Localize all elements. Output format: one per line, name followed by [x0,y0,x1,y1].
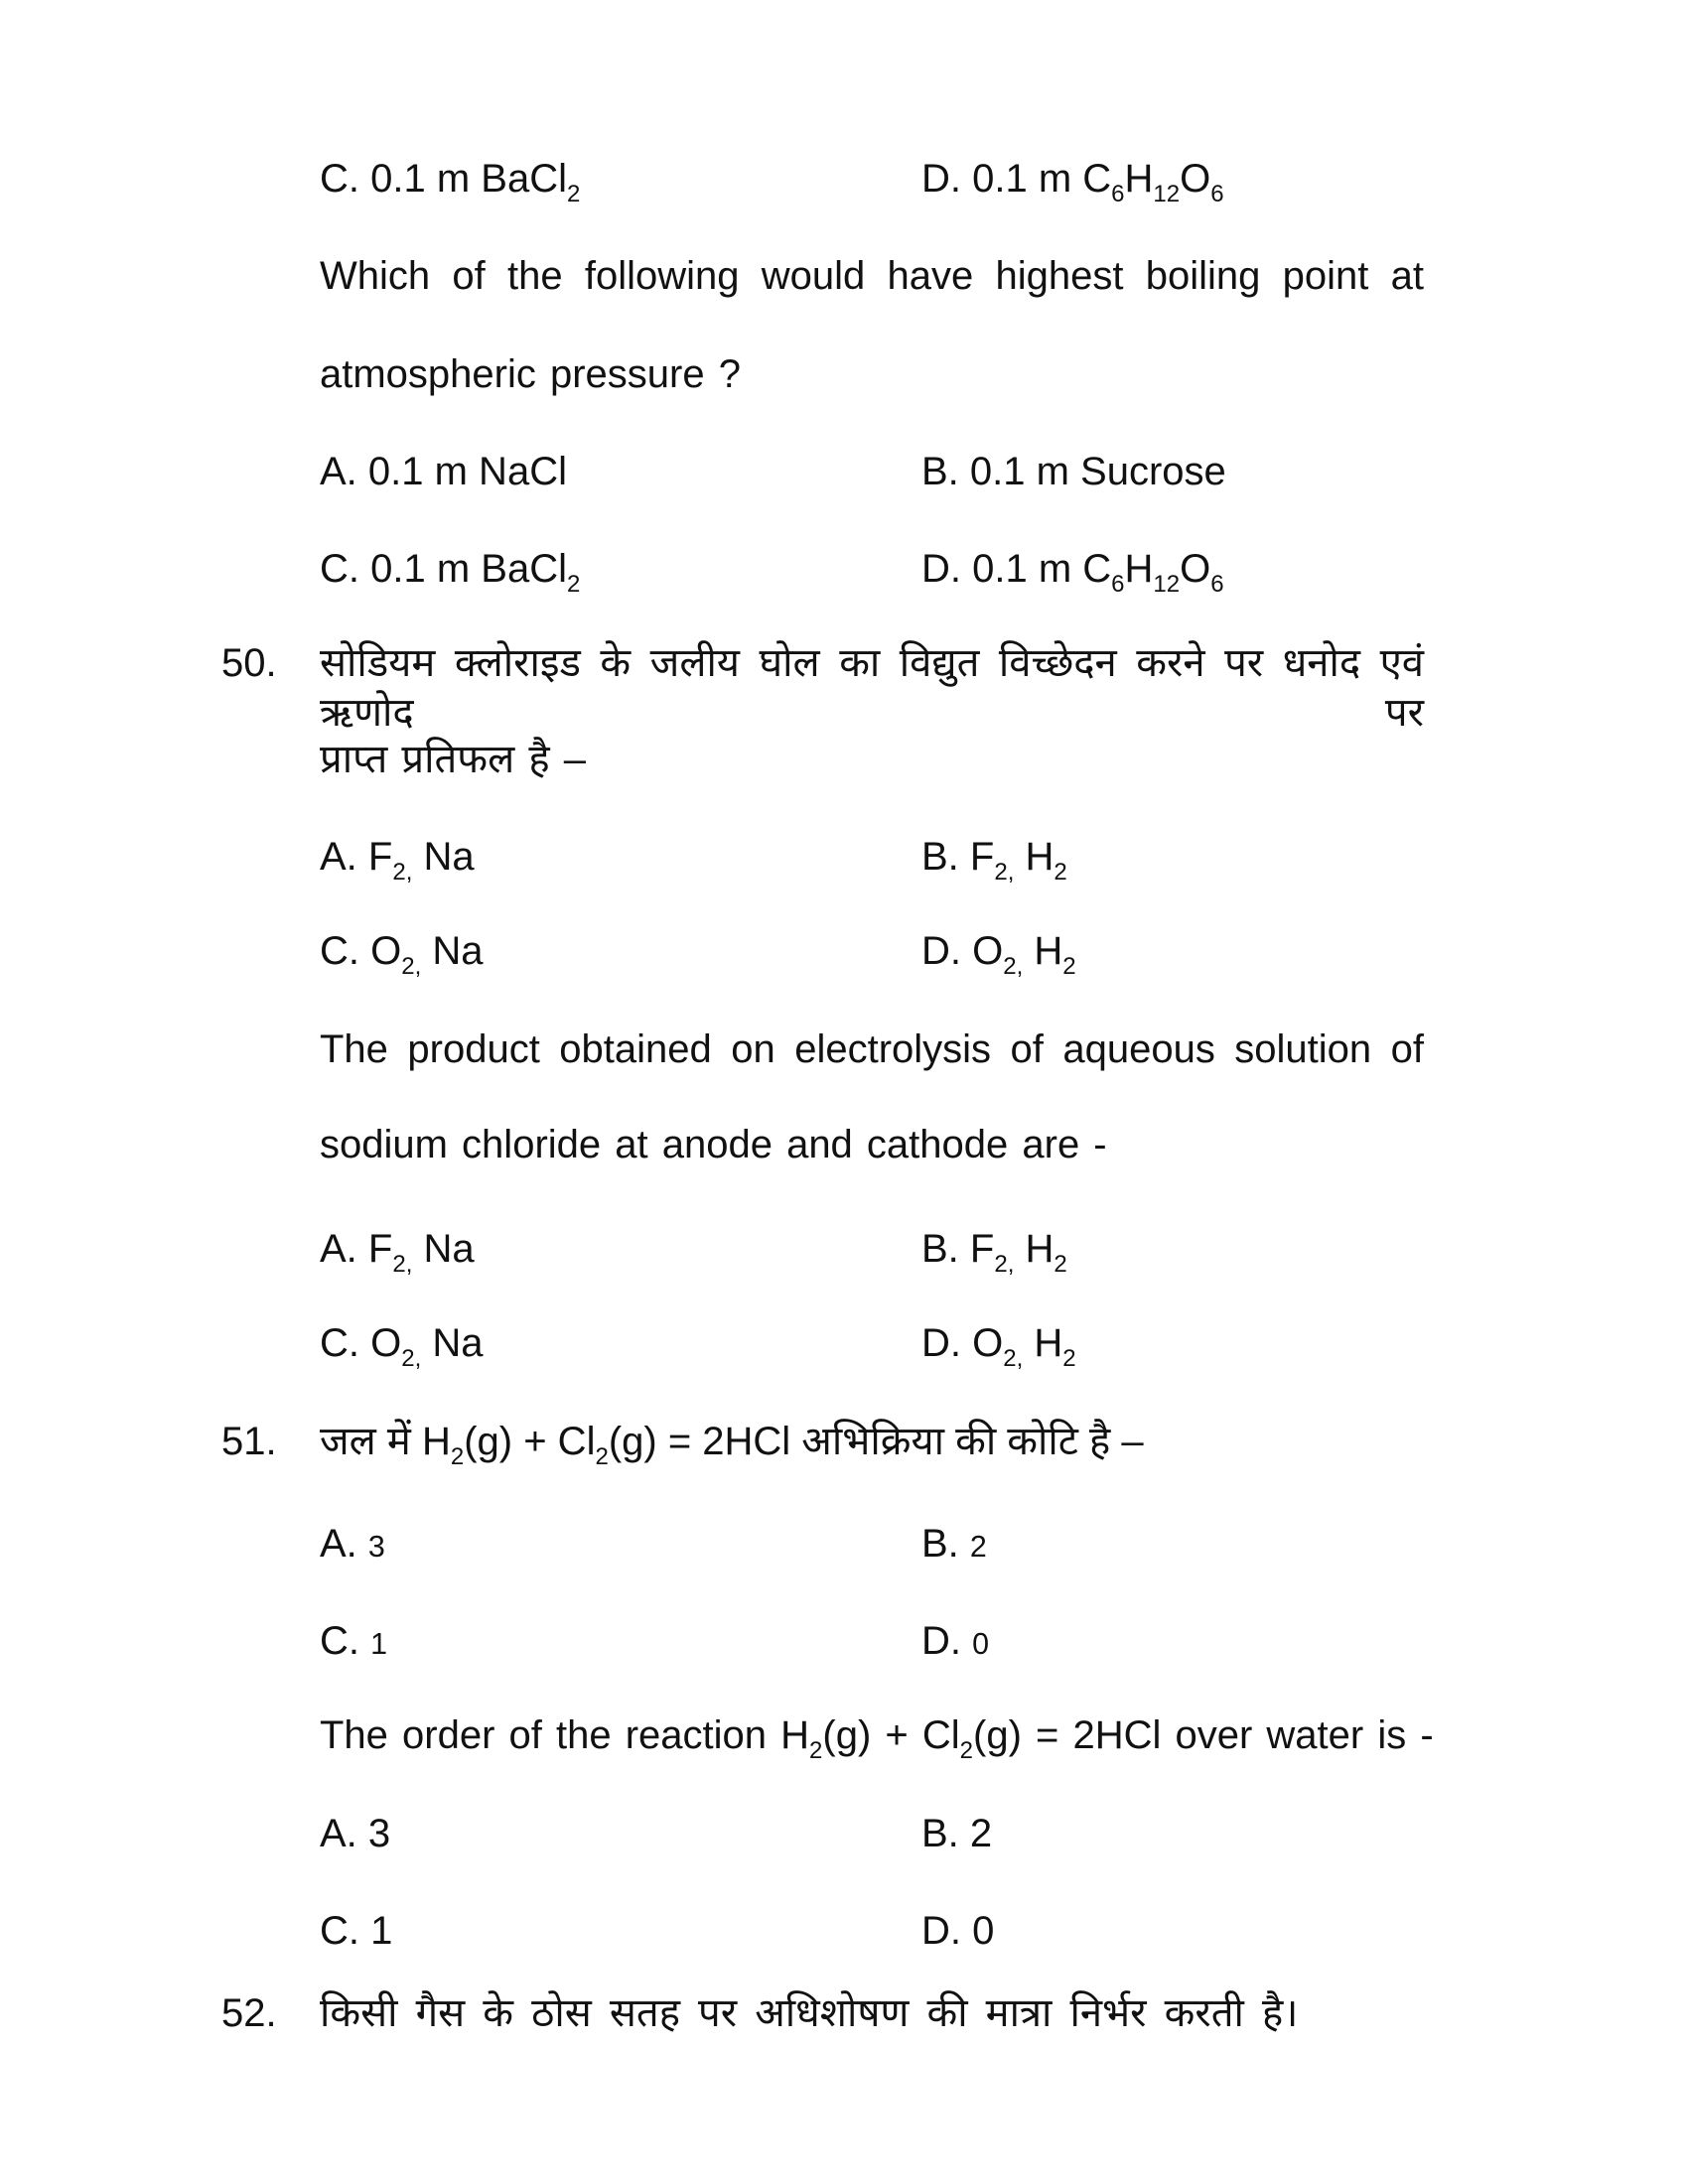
prev-option-c-1: C. 0.1 m BaCl$_2$ [320,157,581,208]
q50-number: 50. [221,641,277,685]
prev-option-c-2: C. 0.1 m BaCl$_2$ [320,547,581,599]
q50-option-a-hi: A. $F_{2,}$ Na [320,835,475,887]
q51-option-c-en: C. 1 [320,1909,393,1953]
q51-question-hindi: जल में $H_2(g) + Cl_2(g) = 2HCl$ अभिक्रिया की कोटि है – [320,1420,1144,1471]
q50-question-hindi-line2: प्राप्त प्रतिफल है – [320,738,586,781]
q51-option-a-hi: A. 3 [320,1522,385,1566]
prev-option-d-2: D. 0.1 m $C_6H_{12}O_6$ [921,547,1224,599]
q52-number: 52. [221,1991,277,2035]
q50-question-en-line1: The product obtained on electrolysis of aqueous solution of [320,1027,1424,1071]
prev-option-d-1: D. 0.1 m $C_6H_{12}O_6$ [921,157,1224,208]
q51-option-d-en: D. 0 [921,1909,995,1953]
q51-question-en: The order of the reaction $H_2(g) + Cl_2(g) = 2HCl$ over water is - [320,1713,1434,1765]
q50-option-c-hi: C. $O_{2,}$ Na [320,929,484,981]
q51-number: 51. [221,1420,277,1463]
q50-question-hindi-line1: सोडियम क्लोराइड के जलीय घोल का विद्युत विच्छेदन करने पर धनोद एवं ऋणोद पर [320,641,1424,735]
prev-question-en-line2: atmospheric pressure ? [320,352,741,396]
q51-option-d-hi: D. 0 [921,1619,990,1663]
prev-question-en-line1: Which of the following would have highest boiling point at [320,254,1424,298]
q50-option-b-hi: B. $F_{2,}$ $H_2$ [921,835,1067,887]
q50-option-a-en: A. $F_{2,}$ Na [320,1227,475,1279]
q51-option-b-en: B. 2 [921,1812,993,1855]
prev-option-a: A. 0.1 m NaCl [320,450,567,493]
q51-option-a-en: A. 3 [320,1812,391,1855]
q51-option-c-hi: C. 1 [320,1619,388,1663]
q52-question-hindi: किसी गैस के ठोस सतह पर अधिशोषण की मात्रा निर्भर करती है। [320,1991,1299,2035]
q51-option-b-hi: B. 2 [921,1522,987,1566]
q50-option-d-hi: D. $O_{2,}$ $H_2$ [921,929,1076,981]
q50-option-d-en: D. $O_{2,}$ $H_2$ [921,1321,1076,1373]
prev-option-b: B. 0.1 m Sucrose [921,450,1226,493]
q50-question-en-line2: sodium chloride at anode and cathode are - [320,1123,1107,1166]
q50-option-b-en: B. $F_{2,}$ $H_2$ [921,1227,1067,1279]
q50-option-c-en: C. $O_{2,}$ Na [320,1321,484,1373]
